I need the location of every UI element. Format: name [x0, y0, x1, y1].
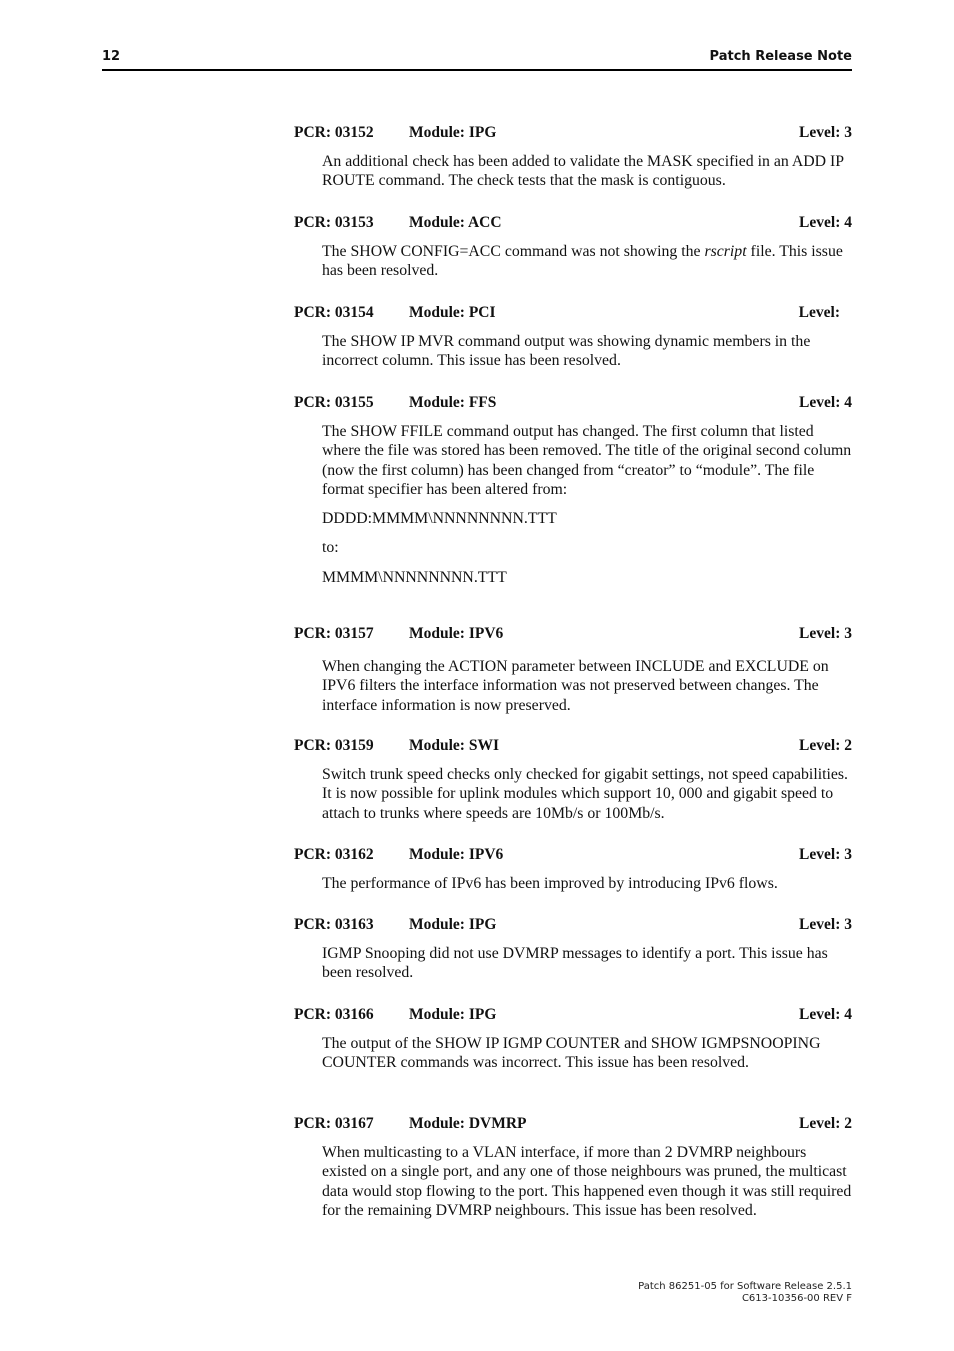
- entry-heading: [294, 846, 852, 866]
- header-title: Patch Release Note: [709, 49, 852, 64]
- module-name: Module: IPV6: [409, 625, 504, 642]
- entry-description: [322, 332, 852, 371]
- page-header: [102, 47, 852, 71]
- entry-description: [322, 657, 852, 715]
- level-value: Level: 3: [799, 846, 852, 863]
- entry-description: [322, 422, 852, 587]
- level-value: Level: 4: [799, 214, 852, 231]
- pcr-number: PCR: 03166: [294, 1006, 374, 1023]
- level-value: Level: 4: [799, 394, 852, 411]
- pcr-number: PCR: 03157: [294, 625, 374, 642]
- description-paragraph: [322, 242, 852, 281]
- entry-heading: [294, 625, 852, 645]
- pcr-entry-03152: [294, 124, 852, 201]
- pcr-number: PCR: 03155: [294, 394, 374, 411]
- description-paragraph: When changing the ACTION parameter between INCLUDE and EXCLUDE on IPV6 filters the interface information was not preserved between changes. The interface information is now preserved.: [322, 658, 829, 714]
- level-value: Level: 3: [799, 124, 852, 141]
- module-name: Module: DVMRP: [409, 1115, 527, 1132]
- footer-doc-number: C613-10356-00 REV F: [741, 1293, 852, 1304]
- pcr-entry-03155: [294, 394, 852, 597]
- page-number: 12: [102, 49, 121, 64]
- pcr-entry-03153: [294, 214, 852, 291]
- entry-description: [322, 944, 852, 983]
- pcr-entry-03166: [294, 1006, 852, 1083]
- entry-heading: [294, 1115, 852, 1135]
- format-to: to:: [322, 539, 339, 557]
- level-value: Level: 2: [799, 737, 852, 754]
- description-paragraph: The SHOW IP MVR command output was showing dynamic members in the incorrect column. This issue has been resolved.: [322, 333, 811, 370]
- entry-description: [322, 242, 852, 281]
- entry-heading: [294, 124, 852, 144]
- format-old: DDDD:MMMM\NNNNNNNN.TTT: [322, 510, 557, 528]
- format-new: MMMM\NNNNNNNN.TTT: [322, 568, 507, 586]
- pcr-entry-03154: [294, 304, 852, 381]
- italic-filename: rscript: [704, 243, 747, 260]
- text-segment: file. This issue has been resolved.: [322, 243, 843, 280]
- module-name: Module: SWI: [409, 737, 499, 754]
- entry-heading: [294, 737, 852, 757]
- level-value: Level: 3: [799, 916, 852, 933]
- pcr-entry-03167: [294, 1115, 852, 1230]
- module-name: Module: IPG: [409, 124, 497, 141]
- level-value: Level: 3: [799, 625, 852, 642]
- module-name: Module: ACC: [409, 214, 502, 231]
- entry-description: [322, 765, 852, 823]
- module-name: Module: IPG: [409, 916, 497, 933]
- description-paragraph: IGMP Snooping did not use DVMRP messages to identify a port. This issue has been resolved.: [322, 945, 828, 982]
- module-name: Module: IPV6: [409, 846, 504, 863]
- level-value: Level:: [798, 304, 840, 321]
- pcr-number: PCR: 03152: [294, 124, 374, 141]
- description-paragraph: When multicasting to a VLAN interface, if more than 2 DVMRP neighbours existed on a single port, and any one of those neighbours was pruned, the multicast data would stop flowing to the port. This happened even though it was still required for the remaining DVMRP neighbours. This issue has been resolved.: [322, 1144, 852, 1219]
- description-paragraph: The SHOW FFILE command output has changed. The first column that listed where the file was stored has been removed. The title of the original second column (now the first column) has been changed from “creator” to “module”. The file format specifier has been altered from:: [322, 423, 852, 498]
- entry-heading: [294, 1006, 852, 1026]
- description-paragraph: Switch trunk speed checks only checked for gigabit settings, not speed capabilities. It is now possible for uplink modules which support 10, 000 and gigabit speed to attach to trunks where speeds are 10Mb/s or 100Mb/s.: [322, 766, 848, 822]
- entry-description: [322, 874, 852, 893]
- pcr-entry-03157: [294, 625, 852, 725]
- entry-heading: [294, 214, 852, 234]
- entry-heading: [294, 304, 852, 324]
- entry-description: [322, 1143, 852, 1220]
- description-paragraph: The performance of IPv6 has been improved by introducing IPv6 flows.: [322, 875, 778, 892]
- pcr-number: PCR: 03154: [294, 304, 374, 321]
- page-footer: [638, 1281, 852, 1305]
- module-name: Module: IPG: [409, 1006, 497, 1023]
- entry-heading: [294, 394, 852, 414]
- entry-description: [322, 1034, 852, 1073]
- module-name: Module: PCI: [409, 304, 496, 321]
- pcr-number: PCR: 03167: [294, 1115, 374, 1132]
- pcr-number: PCR: 03163: [294, 916, 374, 933]
- pcr-number: PCR: 03162: [294, 846, 374, 863]
- module-name: Module: FFS: [409, 394, 497, 411]
- pcr-entry-03163: [294, 916, 852, 993]
- text-segment: The SHOW CONFIG=ACC command was not showing the: [322, 243, 705, 260]
- pcr-entry-03159: [294, 737, 852, 833]
- pcr-number: PCR: 03153: [294, 214, 374, 231]
- pcr-number: PCR: 03159: [294, 737, 374, 754]
- level-value: Level: 4: [799, 1006, 852, 1023]
- description-paragraph: The output of the SHOW IP IGMP COUNTER and SHOW IGMPSNOOPING COUNTER commands was incorrect. This issue has been resolved.: [322, 1035, 821, 1072]
- pcr-entry-03162: [294, 846, 852, 903]
- entry-heading: [294, 916, 852, 936]
- entry-description: [322, 152, 852, 191]
- footer-patch-line: Patch 86251-05 for Software Release 2.5.1: [638, 1281, 852, 1292]
- level-value: Level: 2: [799, 1115, 852, 1132]
- description-paragraph: An additional check has been added to validate the MASK specified in an ADD IP ROUTE command. The check tests that the mask is contiguous.: [322, 153, 844, 190]
